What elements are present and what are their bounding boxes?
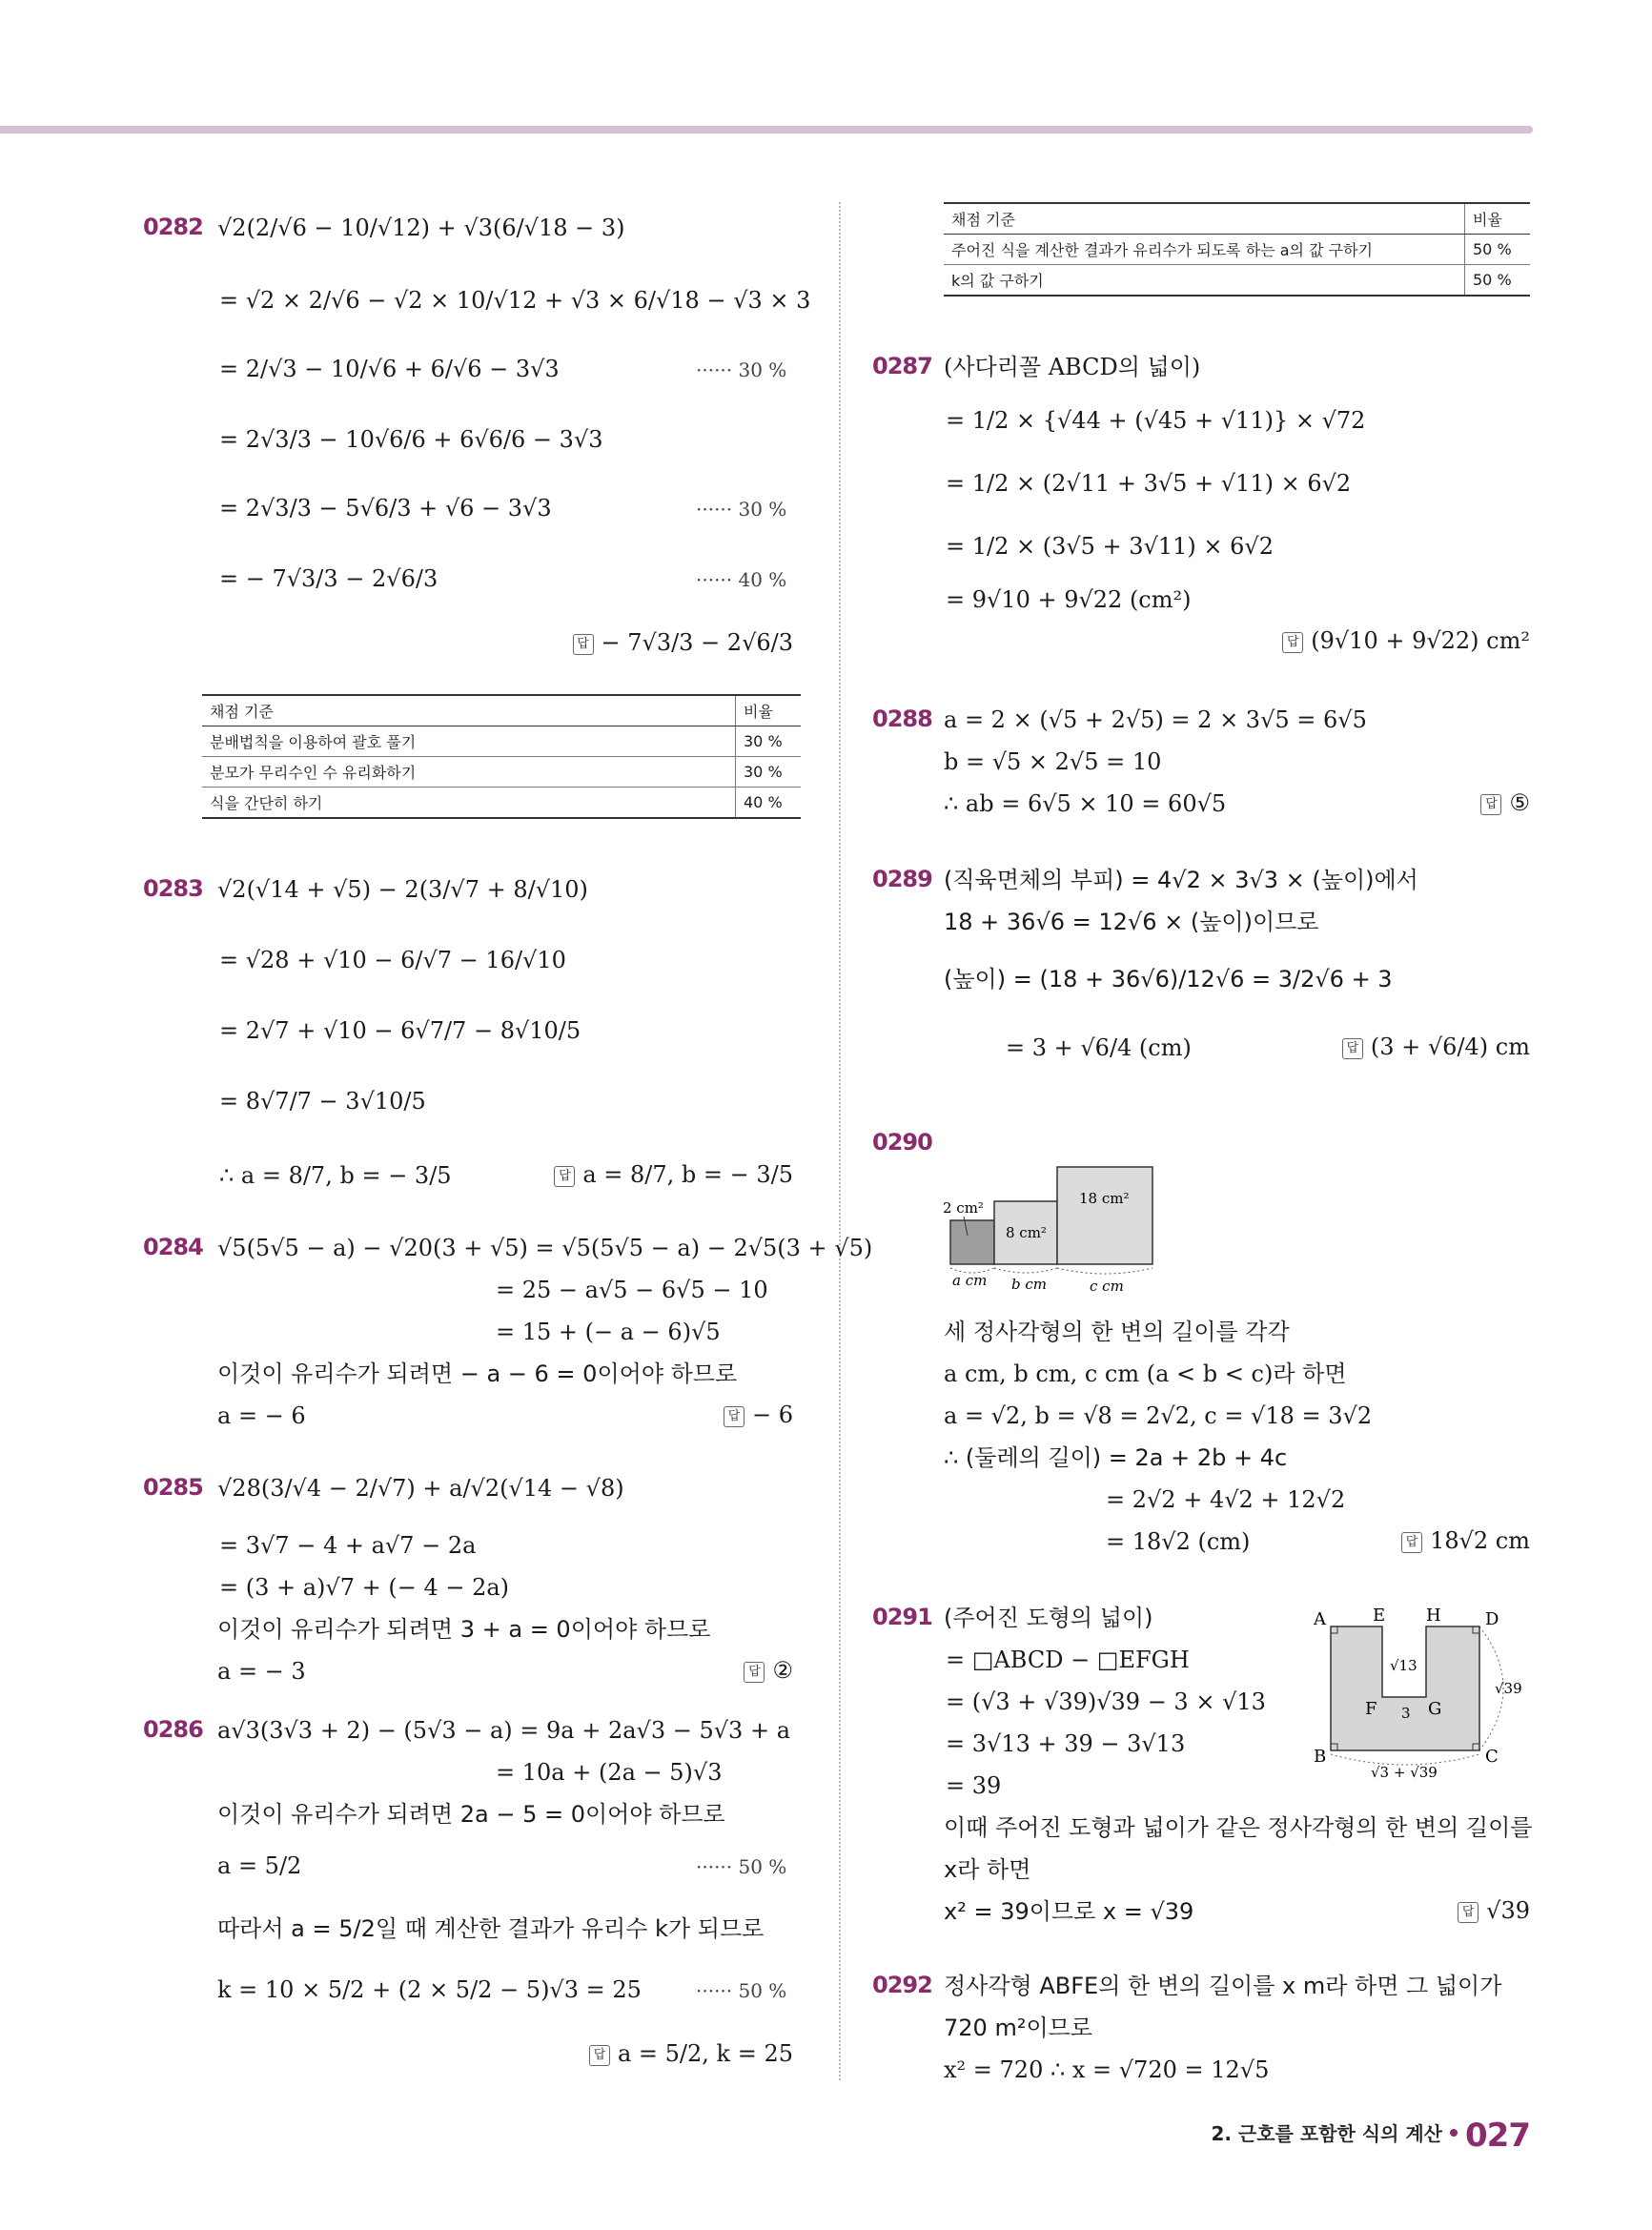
table-cell: 분배법칙을 이용하여 괄호 풀기 [202,726,736,757]
solution-line: 18 + 36√6 = 12√6 × (높이)이므로 [944,909,1319,935]
solution-line: √5(5√5 − a) − √20(3 + √5) = √5(5√5 − a) − 2√5(3 + √5) [217,1235,873,1261]
square-small [950,1220,994,1264]
table-header: 채점 기준 [202,695,736,726]
table-row [202,757,801,788]
answer-tag: 답 [1282,632,1303,653]
solution-line: 정사각형 ABFE의 한 변의 길이를 x m라 하면 그 넓이가 [944,1973,1502,1999]
table-cell: 30 % [736,757,802,788]
solution-line: 이것이 유리수가 되려면 3 + a = 0이어야 하므로 [217,1616,711,1643]
answer [1342,1033,1530,1060]
table-row [944,235,1530,265]
table-header: 채점 기준 [944,203,1465,235]
answer-tag: 답 [1342,1038,1363,1059]
solution-line: = √28 + √10 − 6/√7 − 16/√10 [219,947,566,973]
table-row [202,788,801,819]
answer [589,2040,793,2067]
solution-line: x² = 720 ∴ x = √720 = 12√5 [944,2056,1270,2083]
problem-number: 0282 [143,214,203,240]
length-label: √3 + √39 [1371,1764,1438,1781]
solution-line: ∴ ab = 6√5 × 10 = 60√5 [944,790,1227,817]
answer-tag: 답 [573,634,594,655]
solution-line: a = 2 × (√5 + 2√5) = 2 × 3√5 = 6√5 [944,706,1367,733]
answer-value: a = 5/2, k = 25 [617,2040,793,2067]
vertex-label: D [1485,1609,1499,1629]
solution-line: = 25 − a√5 − 6√5 − 10 [496,1277,768,1303]
answer-value: ② [772,1657,793,1684]
solution-line: a = √2, b = √8 = 2√2, c = √18 = 3√2 [944,1402,1373,1429]
length-label: b cm [1011,1276,1047,1293]
answer-tag: 답 [1458,1902,1479,1923]
answer [573,629,793,656]
solution-line: = 2/√3 − 10/√6 + 6/√6 − 3√3 [219,356,560,382]
vertex-label: H [1426,1606,1441,1626]
solution-line: ∴ a = 8/7, b = − 3/5 [219,1162,452,1189]
solution-line: = 1/2 × (2√11 + 3√5 + √11) × 6√2 [946,470,1352,497]
answer-value: ⑤ [1509,789,1530,816]
solution-line: = 2√3/3 − 10√6/6 + 6√6/6 − 3√3 [219,426,603,453]
answer [1401,1527,1530,1554]
vertex-label: A [1314,1609,1326,1629]
solution-line: x² = 39이므로 x = √39 [944,1898,1194,1925]
answer-tag: 답 [744,1662,765,1683]
shaded-shape [1331,1626,1479,1750]
answer-tag: 답 [589,2045,610,2066]
solution-line: √2(√14 + √5) − 2(3/√7 + 8/√10) [217,876,588,903]
table-cell: 주어진 식을 계산한 결과가 유리수가 되도록 하는 a의 값 구하기 [944,235,1465,265]
page-number: 027 [1465,2117,1530,2155]
answer-value: 18√2 cm [1430,1527,1530,1554]
solution-line: 이때 주어진 도형과 넓이가 같은 정사각형의 한 변의 길이를 [944,1814,1533,1841]
table-row [202,726,801,757]
answer [724,1401,793,1428]
grading-table [202,694,801,819]
solution-line: 720 m²이므로 [944,2015,1092,2041]
square-large [1057,1167,1152,1264]
vertex-label: G [1428,1699,1442,1719]
solution-line: = 15 + (− a − 6)√5 [496,1319,721,1345]
answer-tag: 답 [1401,1532,1422,1553]
answer-value: a = 8/7, b = − 3/5 [582,1161,793,1188]
solution-line: a = − 6 [217,1402,306,1429]
solution-line: = 1/2 × (3√5 + 3√11) × 6√2 [946,533,1274,560]
solution-line: = 3√13 + 39 − 3√13 [946,1730,1186,1757]
area-label: 8 cm² [1006,1224,1047,1241]
problem-number: 0291 [872,1604,932,1630]
score-percent: ······ 40 % [696,568,787,591]
length-label: √39 [1495,1680,1522,1697]
vertex-label: F [1365,1699,1377,1719]
length-label: a cm [952,1272,988,1289]
problem-number: 0285 [143,1474,203,1501]
answer-value: √39 [1486,1897,1530,1924]
solution-line: (직육면체의 부피) = 4√2 × 3√3 × (높이)에서 [944,867,1418,893]
answer [554,1161,793,1188]
table-row [944,265,1530,297]
table-cell: 40 % [736,788,802,819]
solution-line: x라 하면 [944,1856,1031,1883]
solution-line: = 39 [946,1772,1002,1799]
answer-value: − 6 [751,1401,793,1428]
solution-line: = 2√7 + √10 − 6√7/7 − 8√10/5 [219,1017,581,1044]
table-cell: k의 값 구하기 [944,265,1465,297]
area-label: 2 cm² [943,1199,984,1217]
chapter-title: 2. 근호를 포함한 식의 계산 [1211,2122,1443,2145]
solution-line: = □ABCD − □EFGH [946,1647,1190,1673]
answer [1480,789,1530,816]
vertex-label: E [1373,1606,1386,1626]
solution-line: (주어진 도형의 넓이) [944,1605,1153,1631]
solution-line: a = − 3 [217,1658,306,1685]
table-cell: 30 % [736,726,802,757]
answer-value: (9√10 + 9√22) cm² [1311,627,1530,654]
solution-line: ∴ (둘레의 길이) = 2a + 2b + 4c [944,1444,1288,1471]
squares-figure [931,1125,1160,1297]
length-label: √13 [1390,1657,1417,1674]
solution-line: = √2 × 2/√6 − √2 × 10/√12 + √3 × 6/√18 − √3 × 3 [219,287,811,314]
solution-line: 이것이 유리수가 되려면 − a − 6 = 0이어야 하므로 [217,1361,738,1387]
grading-table [944,202,1530,297]
problem-number: 0286 [143,1716,203,1743]
column-divider [839,202,841,2080]
shape-figure [1306,1602,1535,1783]
problem-number: 0289 [872,866,932,892]
table-header: 비율 [1465,203,1531,235]
solution-line: = (3 + a)√7 + (− 4 − 2a) [219,1574,510,1601]
answer [1282,627,1530,654]
score-percent: ······ 50 % [696,1855,787,1878]
problem-number: 0292 [872,1972,932,1998]
answer-value: (3 + √6/4) cm [1370,1033,1530,1060]
solution-line: √28(3/√4 − 2/√7) + a/√2(√14 − √8) [217,1475,624,1502]
solution-line: (사다리꼴 ABCD의 넓이) [944,354,1201,380]
table-cell: 50 % [1465,265,1531,297]
problem-number: 0284 [143,1234,203,1260]
solution-line: = 1/2 × {√44 + (√45 + √11)} × √72 [946,407,1366,434]
solution-line: = 2√3/3 − 5√6/3 + √6 − 3√3 [219,495,552,522]
answer [1458,1897,1530,1924]
answer-tag: 답 [1480,794,1501,815]
answer-value: − 7√3/3 − 2√6/3 [601,629,793,656]
solution-line: 따라서 a = 5/2일 때 계산한 결과가 유리수 k가 되므로 [217,1915,765,1942]
solution-line: = − 7√3/3 − 2√6/3 [219,565,438,592]
area-label: 18 cm² [1079,1190,1130,1207]
length-label: 3 [1401,1705,1411,1722]
score-percent: ······ 30 % [696,498,787,521]
solution-line: 세 정사각형의 한 변의 길이를 각각 [944,1319,1290,1345]
problem-number: 0288 [872,706,932,732]
solution-line: = 8√7/7 − 3√10/5 [219,1088,426,1115]
solution-line: = 10a + (2a − 5)√3 [496,1759,723,1786]
problem-number: 0290 [872,1129,932,1156]
solution-line: = 3 + √6/4 (cm) [1006,1034,1192,1061]
score-percent: ······ 30 % [696,358,787,381]
brace [994,1268,1057,1273]
brace [1057,1268,1152,1274]
solution-line: b = √5 × 2√5 = 10 [944,748,1162,775]
solution-line: a√3(3√3 + 2) − (5√3 − a) = 9a + 2a√3 − 5√3 + a [217,1717,790,1744]
answer [744,1657,793,1684]
table-cell: 50 % [1465,235,1531,265]
problem-number: 0287 [872,353,932,379]
solution-line: a = 5/2 [217,1852,302,1879]
answer-tag: 답 [724,1406,744,1427]
right-column [872,0,1533,2230]
vertex-label: B [1314,1747,1327,1767]
solution-line: = 3√7 − 4 + a√7 − 2a [219,1532,477,1559]
solution-line: a cm, b cm, c cm (a < b < c)라 하면 [944,1361,1347,1387]
solution-line: = 9√10 + 9√22 (cm²) [946,586,1192,613]
length-label: c cm [1090,1278,1124,1295]
left-column [143,0,873,2230]
table-cell: 식을 간단히 하기 [202,788,736,819]
answer-tag: 답 [554,1166,575,1187]
solution-line: 이것이 유리수가 되려면 2a − 5 = 0이어야 하므로 [217,1801,725,1828]
bullet-icon [1450,2129,1458,2137]
solution-line: = 18√2 (cm) [1106,1528,1251,1555]
solution-line: k = 10 × 5/2 + (2 × 5/2 − 5)√3 = 25 [217,1976,642,2003]
solution-line: (높이) = (18 + 36√6)/12√6 = 3/2√6 + 3 [944,966,1393,992]
solution-line: √2(2/√6 − 10/√12) + √3(6/√18 − 3) [217,215,625,241]
solution-line: = (√3 + √39)√39 − 3 × √13 [946,1688,1266,1715]
vertex-label: C [1485,1747,1499,1767]
table-header: 비율 [736,695,802,726]
table-cell: 분모가 무리수인 수 유리화하기 [202,757,736,788]
page-footer [1211,2117,1530,2155]
score-percent: ······ 50 % [696,1979,787,2002]
problem-number: 0283 [143,875,203,902]
solution-line: = 2√2 + 4√2 + 12√2 [1106,1486,1346,1513]
